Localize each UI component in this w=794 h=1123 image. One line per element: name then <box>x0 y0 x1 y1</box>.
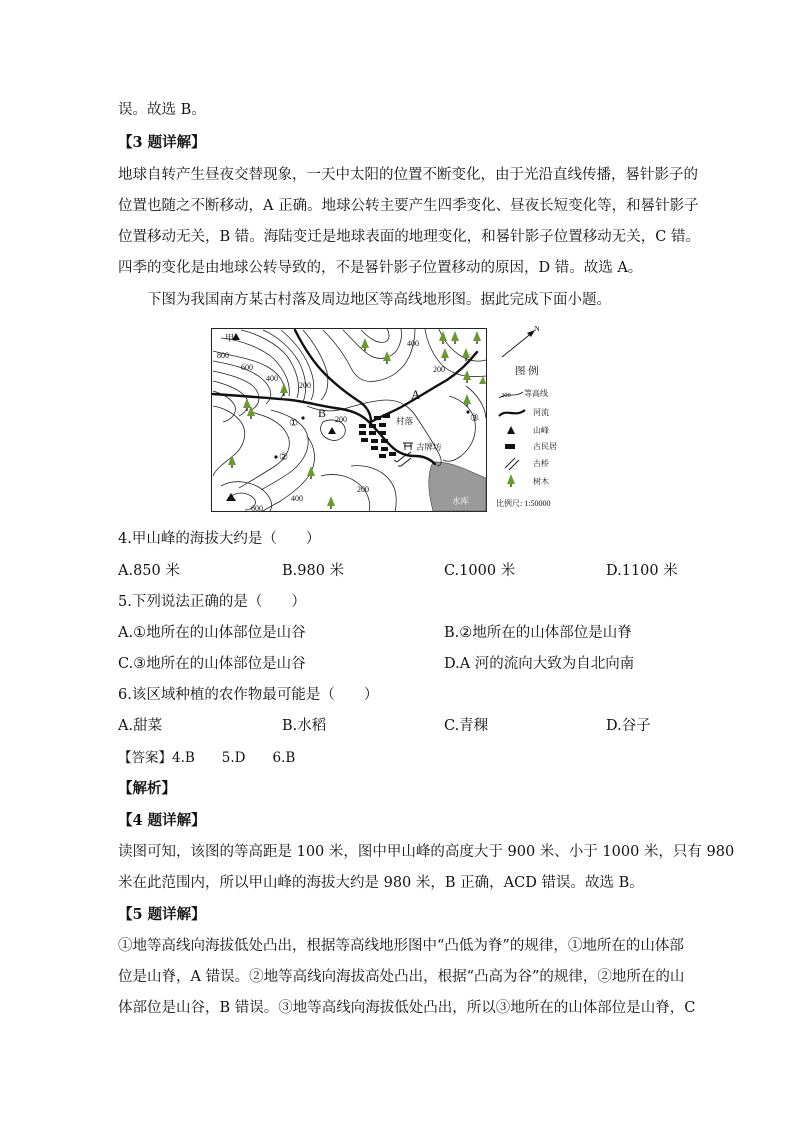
text-line: 地球自转产生昼夜交替现象，一天中太阳的位置不断变化，由于光沿直线传播，晷针影子的 <box>118 167 698 183</box>
legend-peak-icon <box>507 426 515 434</box>
q4-option-a: A.850 米 <box>118 563 180 579</box>
svg-text:N: N <box>534 326 540 333</box>
q6-option-d: D.谷子 <box>606 718 651 734</box>
label-jia: 甲 <box>225 333 235 343</box>
text-line: 位是山脊，A 错误。②地等高线向海拔高处凸出，根据“凸高为谷”的规律，②地所在的山 <box>118 969 685 985</box>
text-line: 四季的变化是由地球公转导致的，不是晷针影子位置移动的原因，D 错。故选 A。 <box>118 260 643 276</box>
label-village: 村落 <box>396 416 414 426</box>
question-5: 5.下列说法正确的是（ ） <box>118 594 306 610</box>
legend-contour-value: 200 <box>501 392 511 399</box>
contour-label: 400 <box>291 494 303 503</box>
contour-label: 200 <box>433 365 445 374</box>
contour-label: 800 <box>217 351 229 360</box>
intro-text: 下图为我国南方某古村落及周边地区等高线地形图。据此完成下面小题。 <box>147 292 611 308</box>
q5-option-c: C.③地所在的山体部位是山谷 <box>118 656 306 672</box>
q4-option-c: C.1000 米 <box>444 563 516 579</box>
contour-label: 600 <box>251 504 263 513</box>
label-arch: 古牌坊 <box>416 442 442 452</box>
q4-option-b: B.980 米 <box>282 563 345 579</box>
question-6: 6.该区域种植的农作物最可能是（ ） <box>118 687 379 703</box>
legend-tree: 树木 <box>533 477 549 486</box>
text-line: 米在此范围内，所以甲山峰的海拔大约是 980 米，B 正确，ACD 错误。故选 B。 <box>118 875 644 891</box>
text-line: 误。故选 B。 <box>118 102 206 118</box>
heading-q5: 【5 题详解】 <box>118 906 206 923</box>
label-point-3: ③ <box>470 413 479 424</box>
q5-option-a: A.①地所在的山体部位是山谷 <box>118 625 306 641</box>
text-line: 位置移动无关，B 错。海陆变迁是地球表面的地理变化，和晷针影子位置移动无关，C 错。 <box>118 229 700 245</box>
label-point-2: ② <box>279 452 288 463</box>
label-point-1: ① <box>289 418 298 429</box>
q4-option-d: D.1100 米 <box>606 563 678 579</box>
text-line: 读图可知，该图的等高距是 100 米，图中甲山峰的高度大于 900 米、小于 1000 米，只有 980 <box>118 844 735 860</box>
legend-tree-icon <box>507 474 515 484</box>
q6-option-a: A.甜菜 <box>118 718 163 734</box>
heading-q3: 【3 题详解】 <box>118 134 206 151</box>
north-arrow-icon <box>502 326 540 357</box>
contour-label: 200 <box>335 415 347 424</box>
label-reservoir: 水库 <box>452 496 470 506</box>
contour-label: 600 <box>241 363 253 372</box>
legend-peak: 山峰 <box>533 426 549 435</box>
legend-title: 图 例 <box>515 366 539 377</box>
answer-line: 【答案】4.B 5.D 6.B <box>118 750 296 766</box>
q6-option-b: B.水稻 <box>282 718 327 734</box>
text-line: 位置也随之不断移动，A 正确。地球公转主要产生四季变化、昼夜长短变化等，和晷针影子 <box>118 198 699 214</box>
contour-label: 200 <box>299 381 311 390</box>
legend-bridge-icon <box>505 458 519 470</box>
q6-option-c: C.青稞 <box>444 718 489 734</box>
heading-q4: 【4 题详解】 <box>118 812 206 829</box>
contour-label: 400 <box>266 374 278 383</box>
contour-map <box>211 326 585 514</box>
q5-option-d: D.A 河的流向大致为自北向南 <box>444 656 635 672</box>
label-river-a: A <box>411 387 421 402</box>
text-line: ①地等高线向海拔低处凸出，根据等高线地形图中“凸低为脊”的规律，①地所在的山体部 <box>118 938 684 954</box>
contour-label: 400 <box>407 339 419 348</box>
q5-option-b: B.②地所在的山体部位是山脊 <box>444 625 632 641</box>
legend-house: 古民居 <box>533 442 557 451</box>
contour-label: 200 <box>357 485 369 494</box>
legend-river: 河流 <box>533 408 549 417</box>
legend-contour: 等高线 <box>524 389 548 398</box>
legend-scale: 比例尺: 1:50000 <box>496 499 551 508</box>
analysis-heading: 【解析】 <box>118 780 176 797</box>
legend-bridge: 古桥 <box>533 459 549 468</box>
text-line: 体部位是山谷，B 错误。③地等高线向海拔低处凸出，所以③地所在的山体部位是山脊，C <box>118 1000 696 1016</box>
label-b: B <box>318 406 327 420</box>
legend-house-icon <box>505 444 515 449</box>
question-4: 4.甲山峰的海拔大约是（ ） <box>118 531 321 547</box>
map-legend <box>496 364 557 508</box>
